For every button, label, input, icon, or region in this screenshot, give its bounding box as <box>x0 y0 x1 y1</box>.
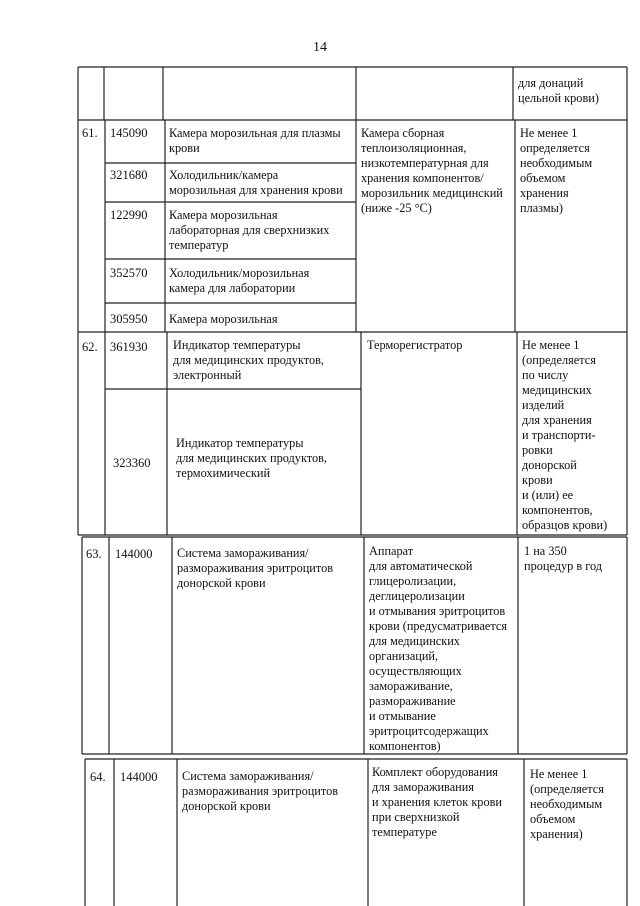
item-name: Система замораживания/ размораживания эритроцитов донорской крови <box>177 546 334 590</box>
item-code: 122990 <box>110 208 148 222</box>
item-name: Холодильник/морозильная камера для лаборатории <box>169 266 310 295</box>
item-code: 144000 <box>120 770 158 784</box>
item-name: Индикатор температуры для медицинских продуктов, термохимический <box>176 436 327 480</box>
equipment-text: Камера сборная теплоизоляционная, низкотемпературная для хранения компонентов/ морозильник медицинский (ниже -25 °C) <box>361 126 503 215</box>
row-number: 61. <box>82 126 98 140</box>
item-name: Камера морозильная лабораторная для сверхнизких температур <box>169 208 330 252</box>
row-number: 62. <box>82 340 98 354</box>
equipment-text: Комплект оборудования для замораживания и хранения клеток крови при сверхнизкой температуре <box>372 765 502 839</box>
row-number: 64. <box>90 770 106 784</box>
item-code: 361930 <box>110 340 148 354</box>
quantity-text: Не менее 1 (определяется по числу медицинских изделий для хранения и транспорти- ровки донорской крови и (или) ее компонентов, образцов крови) <box>522 338 608 532</box>
row-number: 63. <box>86 547 102 561</box>
item-code: 305950 <box>110 312 148 326</box>
item-name: Камера морозильная <box>169 312 278 326</box>
quantity-text: Не менее 1 определяется необходимым объемом хранения плазмы) <box>520 126 593 215</box>
item-name: Система замораживания/ размораживания эритроцитов донорской крови <box>182 769 339 813</box>
page-number: 14 <box>313 40 327 55</box>
header-fragment: для донаций цельной крови) <box>518 76 599 105</box>
item-code: 321680 <box>110 168 148 182</box>
item-name: Камера морозильная для плазмы крови <box>169 126 341 155</box>
quantity-text: 1 на 350 процедур в год <box>524 544 603 573</box>
item-code: 352570 <box>110 266 148 280</box>
item-code: 145090 <box>110 126 148 140</box>
item-code: 144000 <box>115 547 153 561</box>
equipment-text: Аппарат для автоматической глицеролизации, деглицеролизации и отмывания эритроцитов крови (предусматривается для медицинских организаций, осуществляющих замораживание, размораживание и отмывание эритроцитсодержащих компонентов) <box>369 544 508 753</box>
item-code: 323360 <box>113 456 151 470</box>
item-name: Индикатор температуры для медицинских продуктов, электронный <box>173 338 324 382</box>
item-name: Холодильник/камера морозильная для хранения крови <box>169 168 343 197</box>
quantity-text: Не менее 1 (определяется необходимым объемом хранения) <box>530 767 604 841</box>
equipment-text: Терморегистратор <box>367 338 463 352</box>
